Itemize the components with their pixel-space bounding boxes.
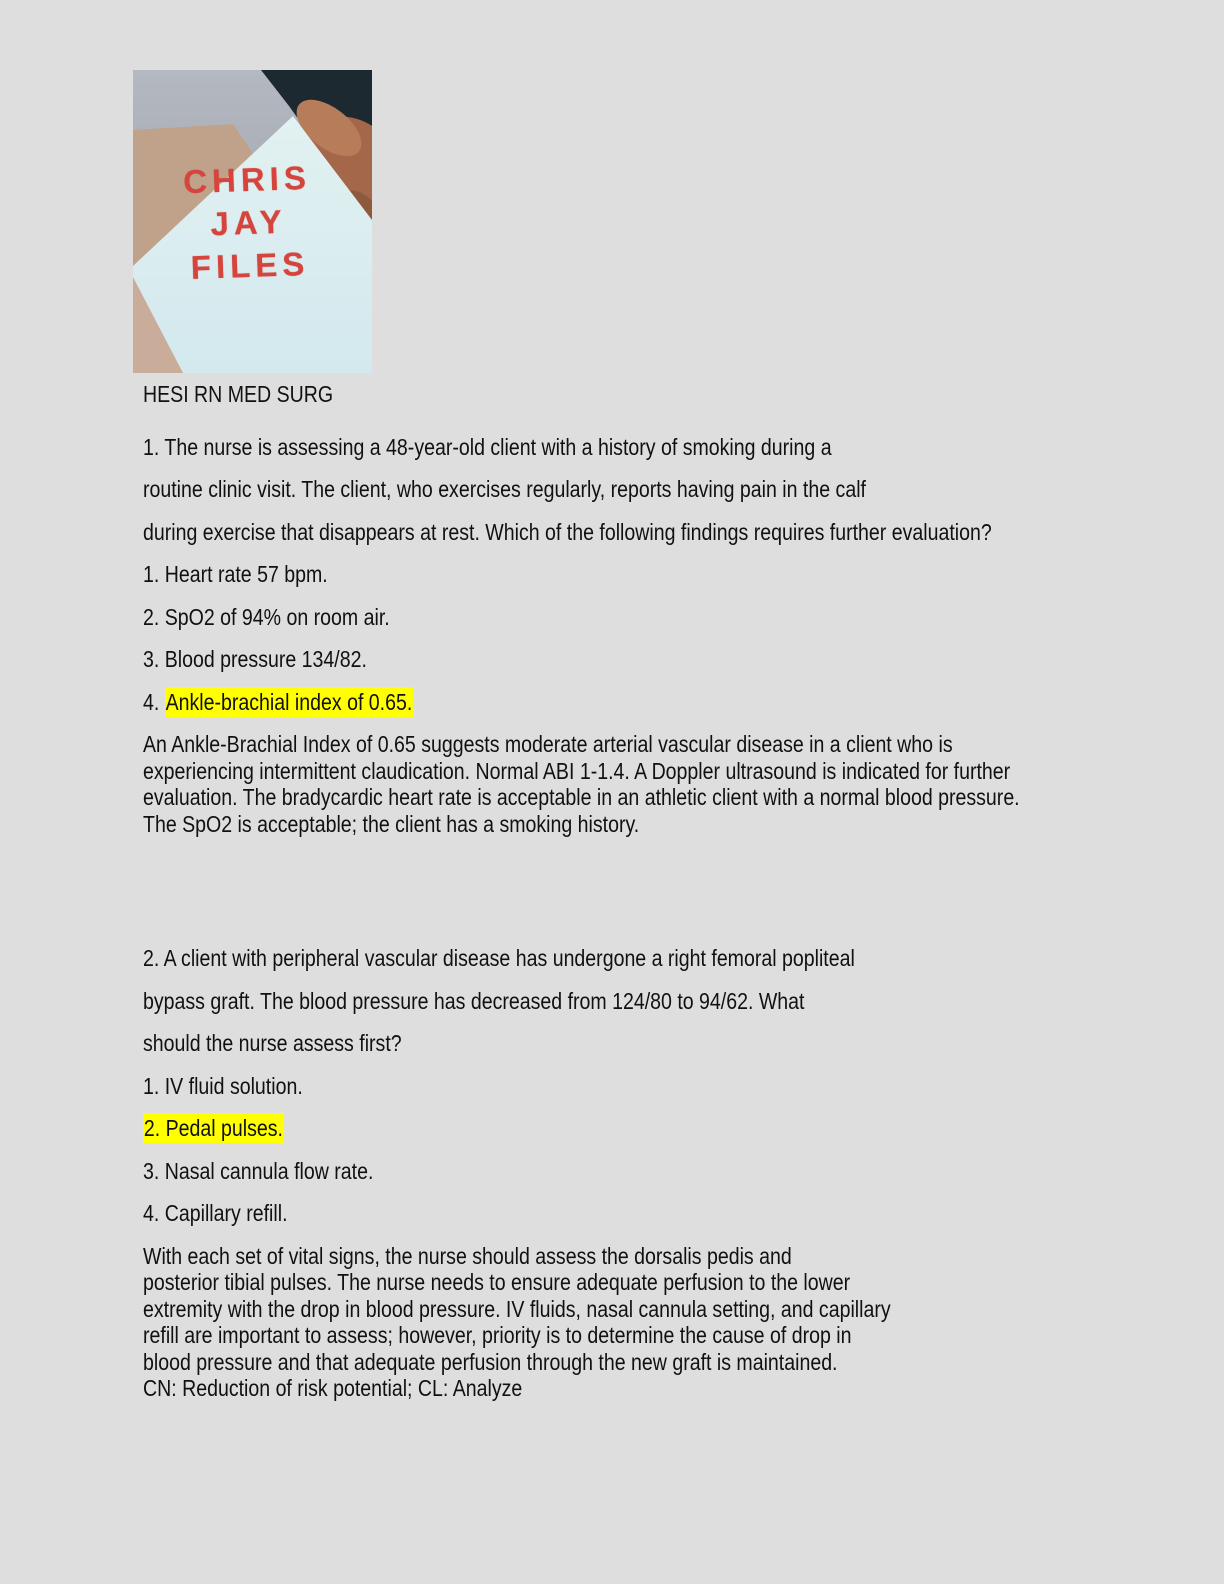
cover-image bbox=[133, 70, 372, 373]
question-2-option-3: 3. Nasal cannula flow rate. bbox=[143, 1157, 374, 1184]
rationale-line: CN: Reduction of risk potential; CL: Analyze bbox=[143, 1375, 523, 1401]
question-1-option-2: 2. SpO2 of 94% on room air. bbox=[143, 603, 390, 630]
question-2 bbox=[143, 945, 1184, 1402]
question-1-stem-line: 1. The nurse is assessing a 48-year-old client with a history of smoking during a bbox=[143, 433, 832, 460]
question-2-option-2-correct bbox=[143, 1115, 1184, 1142]
rationale-line: The SpO2 is acceptable; the client has a smoking history. bbox=[143, 810, 640, 837]
question-1-option-3: 3. Blood pressure 134/82. bbox=[143, 646, 367, 672]
rationale-line: extremity with the drop in blood pressure. IV fluids, nasal cannula setting, and capillary bbox=[143, 1295, 891, 1322]
page-title-text: HESI RN MED SURG bbox=[143, 381, 334, 407]
question-2-stem-line: should the nurse assess first? bbox=[143, 1030, 402, 1056]
question-1-rationale bbox=[143, 731, 1184, 837]
rationale-line: evaluation. The bradycardic heart rate is acceptable in an athletic client with a normal blood pressure. bbox=[143, 784, 1020, 810]
question-2-stem-line: 2. A client with peripheral vascular disease has undergone a right femoral popliteal bbox=[143, 945, 855, 971]
rationale-line: An Ankle-Brachial Index of 0.65 suggests moderate arterial vascular disease in a client who is bbox=[143, 731, 953, 757]
answer-highlight: 2. Pedal pulses. bbox=[143, 1115, 283, 1141]
question-1-stem-line: routine clinic visit. The client, who exercises regularly, reports having pain in the calf bbox=[143, 476, 866, 502]
rationale-line: With each set of vital signs, the nurse should assess the dorsalis pedis and bbox=[143, 1242, 792, 1269]
question-1-stem-line: during exercise that disappears at rest. Which of the following findings requires further evaluation? bbox=[143, 518, 992, 545]
rationale-line: posterior tibial pulses. The nurse needs to ensure adequate perfusion to the lower bbox=[143, 1269, 851, 1295]
question-1-option-1: 1. Heart rate 57 bpm. bbox=[143, 561, 328, 587]
answer-highlight: Ankle-brachial index of 0.65. bbox=[165, 688, 413, 715]
page-title bbox=[143, 381, 1184, 408]
rationale-line: experiencing intermittent claudication. Normal ABI 1-1.4. A Doppler ultrasound is indicated for further bbox=[143, 757, 1011, 784]
question-2-stem-line: bypass graft. The blood pressure has decreased from 124/80 to 94/62. What bbox=[143, 987, 805, 1014]
cover-text-line: JAY bbox=[209, 202, 288, 243]
rationale-line: refill are important to assess; however, priority is to determine the cause of drop in bbox=[143, 1322, 852, 1348]
rationale-line: blood pressure and that adequate perfusion through the new graft is maintained. bbox=[143, 1348, 838, 1375]
question-1-option-4-correct: 4. Ankle-brachial index of 0.65. bbox=[143, 688, 413, 715]
question-2-rationale bbox=[143, 1243, 1184, 1402]
cover-text-line: CHRIS bbox=[182, 158, 312, 201]
question-2-option-1: 1. IV fluid solution. bbox=[143, 1072, 303, 1099]
cover-image-caption bbox=[133, 154, 370, 291]
question-1 bbox=[143, 434, 1184, 838]
question-2-option-4: 4. Capillary refill. bbox=[143, 1200, 288, 1226]
cover-text-line: FILES bbox=[190, 244, 310, 287]
